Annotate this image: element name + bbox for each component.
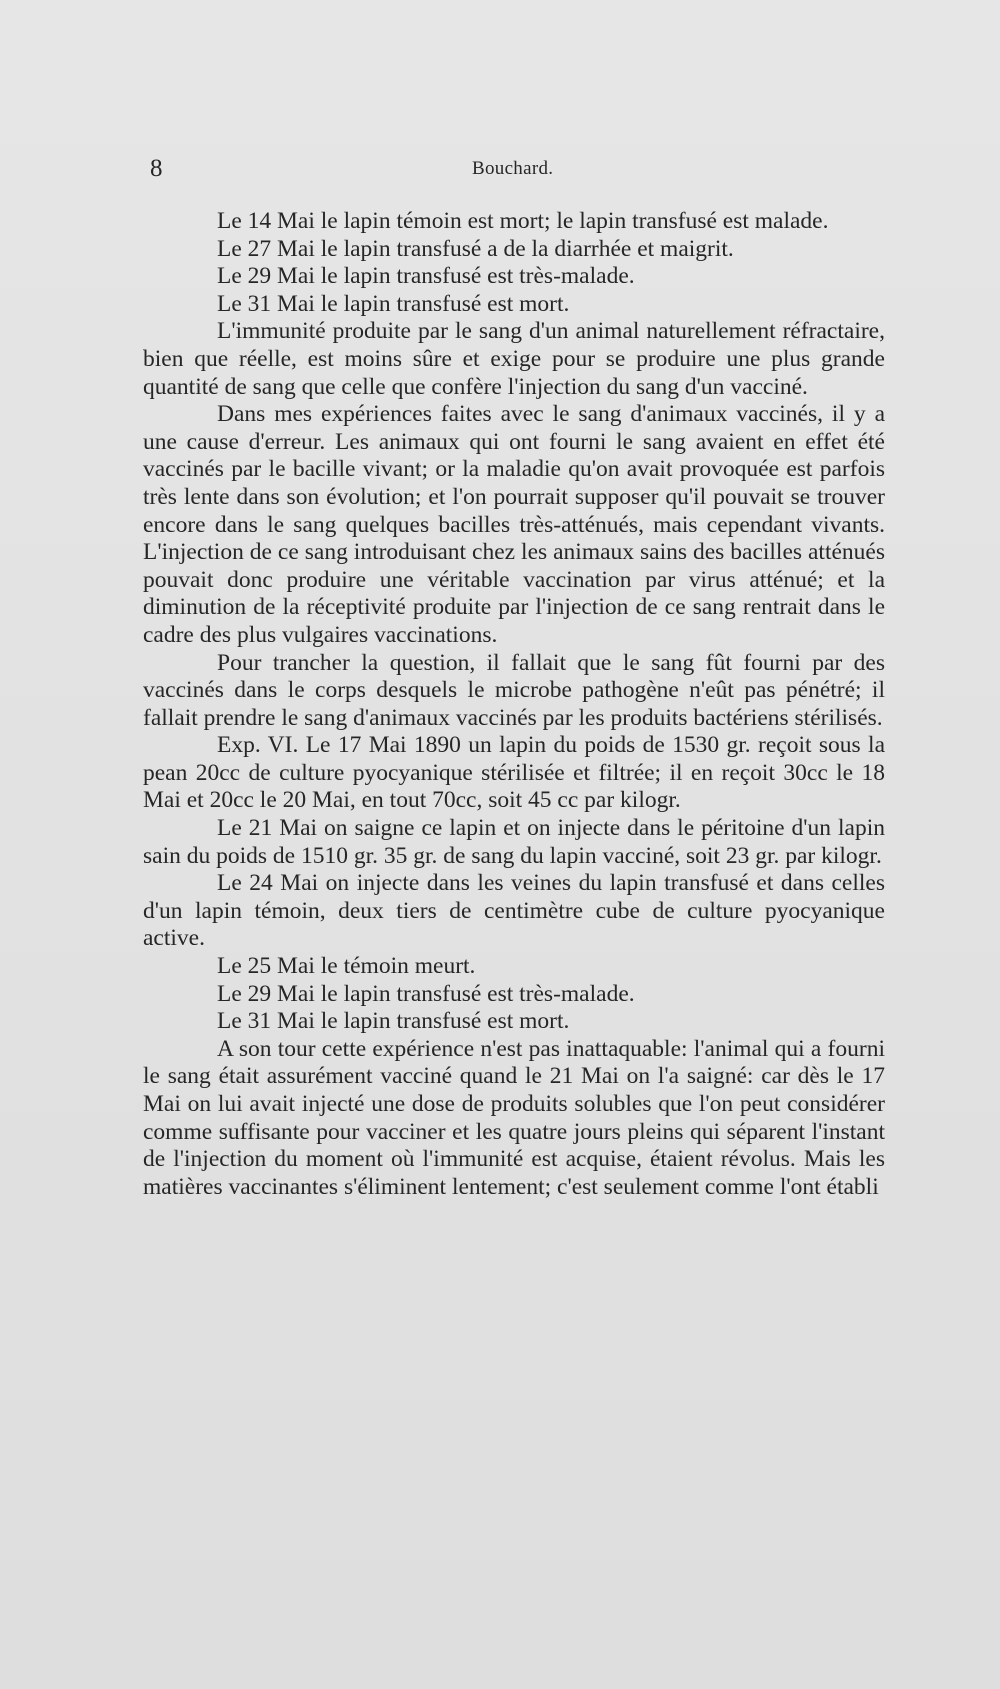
paragraph-inattaquable: A son tour cette expérience n'est pas inattaquable: l'animal qui a fourni le sang était assurément vacciné quand le 21 Mai on l'a saigné: car dès le 17 Mai on lui avait injecté une dose de produits solubles que l'on peut considérer comme suffisante pour vacciner et les quatre jours pleins qui séparent l'instant de l'injection du moment où l'immunité est acquise, étaient révolus. Mais les matières vaccinantes s'éliminent lentement; c'est seulement comme l'ont établi	[143, 1035, 885, 1200]
paragraph-29-mai: Le 29 Mai le lapin transfusé est très-malade.	[217, 263, 635, 290]
paragraph-cause-erreur: Dans mes expériences faites avec le sang d'animaux vaccinés, il y a une cause d'erreur. Les animaux qui ont fourni le sang avaient en effet été vaccinés par le bacille vivant; or la maladie qu'on avait provoquée est parfois très lente dans son évolution; et l'on pourrait supposer qu'il pouvait se trouver encore dans le sang quelques bacilles très-atténués, mais cependant vivants. L'injection de ce sang introduisant chez les animaux sains des bacilles atténués pouvait donc produire une véritable vaccination par virus atténué; et la diminution de la réceptivité produite par l'injection de ce sang rentrait dans le cadre des plus vulgaires vaccinations.	[143, 401, 885, 648]
paragraph-27-mai: Le 27 Mai le lapin transfusé a de la diarrhée et maigrit.	[217, 235, 734, 262]
paragraph-31-mai-exp6: Le 31 Mai le lapin transfusé est mort.	[217, 1008, 570, 1035]
paragraph-14-mai: Le 14 Mai le lapin témoin est mort; le lapin transfusé est malade.	[217, 208, 829, 234]
paragraph-immunite: L'immunité produite par le sang d'un animal naturellement réfractaire, bien que réelle, est moins sûre et exige pour se produire une plus grande quantité de sang que celle que confère l'injection du sang d'un vacciné.	[143, 318, 885, 400]
body-text	[143, 208, 885, 1201]
paragraph-25-mai: Le 25 Mai le témoin meurt.	[217, 953, 476, 980]
paragraph-31-mai: Le 31 Mai le lapin transfusé est mort.	[217, 290, 570, 317]
paragraph-24-mai: Le 24 Mai on injecte dans les veines du lapin transfusé et dans celles d'un lapin témoin, deux tiers de centimètre cube de culture pyocyanique active.	[143, 870, 885, 952]
page-number: 8	[150, 155, 163, 182]
paragraph-trancher-question: Pour trancher la question, il fallait que le sang fût fourni par des vaccinés dans le corps desquels le microbe pathogène n'eût pas pénétré; il fallait prendre le sang d'animaux vaccinés par les produits bactériens stérilisés.	[143, 649, 885, 731]
running-head: Bouchard.	[472, 158, 554, 179]
paragraph-exp-vi: Exp. VI. Le 17 Mai 1890 un lapin du poids de 1530 gr. reçoit sous la pean 20cc de culture pyocyanique stérilisée et filtrée; il en reçoit 30cc le 18 Mai et 20cc le 20 Mai, en tout 70cc, soit 45 cc par kilogr.	[143, 732, 885, 814]
paragraph-21-mai: Le 21 Mai on saigne ce lapin et on injecte dans le péritoine d'un lapin sain du poids de 1510 gr. 35 gr. de sang du lapin vacciné, soit 23 gr. par kilogr.	[143, 815, 885, 869]
page-header	[150, 155, 870, 185]
paragraph-29-mai-exp6: Le 29 Mai le lapin transfusé est très-malade.	[217, 980, 635, 1007]
